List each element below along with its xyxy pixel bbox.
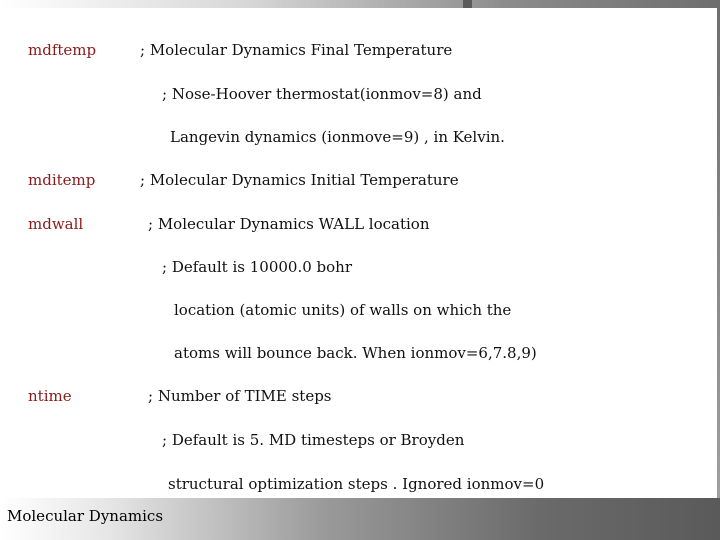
mdwall-desc-line-4: atoms will bounce back. When ionmov=6,7.8,9)	[174, 344, 537, 362]
mdwall-desc-line-1: ; Molecular Dynamics WALL location	[148, 215, 430, 233]
mdftemp-desc-line-2: ; Nose-Hoover thermostat(ionmov=8) and	[162, 85, 482, 103]
mdwall-desc-line-2: ; Default is 10000.0 bohr	[162, 258, 352, 276]
param-ntime: ntime	[28, 387, 72, 405]
mdftemp-desc-line-1: ; Molecular Dynamics Final Temperature	[140, 41, 453, 59]
mdwall-desc-line-3: location (atomic units) of walls on which the	[174, 301, 512, 319]
ntime-desc-line-3: structural optimization steps . Ignored ionmov=0	[168, 475, 545, 493]
ntime-desc-line-2: ; Default is 5. MD timesteps or Broyden	[162, 431, 465, 449]
param-mdftemp: mdftemp	[28, 41, 97, 59]
param-mdwall: mdwall	[28, 215, 84, 233]
slide-footer-title: Molecular Dynamics	[7, 507, 164, 525]
mditemp-desc-line-1: ; Molecular Dynamics Initial Temperature	[140, 171, 459, 189]
ntime-desc-line-1: ; Number of TIME steps	[148, 387, 332, 405]
param-mditemp: mditemp	[28, 171, 96, 189]
top-frame-notch	[463, 0, 472, 8]
mdftemp-desc-line-3: Langevin dynamics (ionmove=9) , in Kelvin.	[170, 128, 505, 146]
top-frame-bar	[0, 0, 720, 8]
